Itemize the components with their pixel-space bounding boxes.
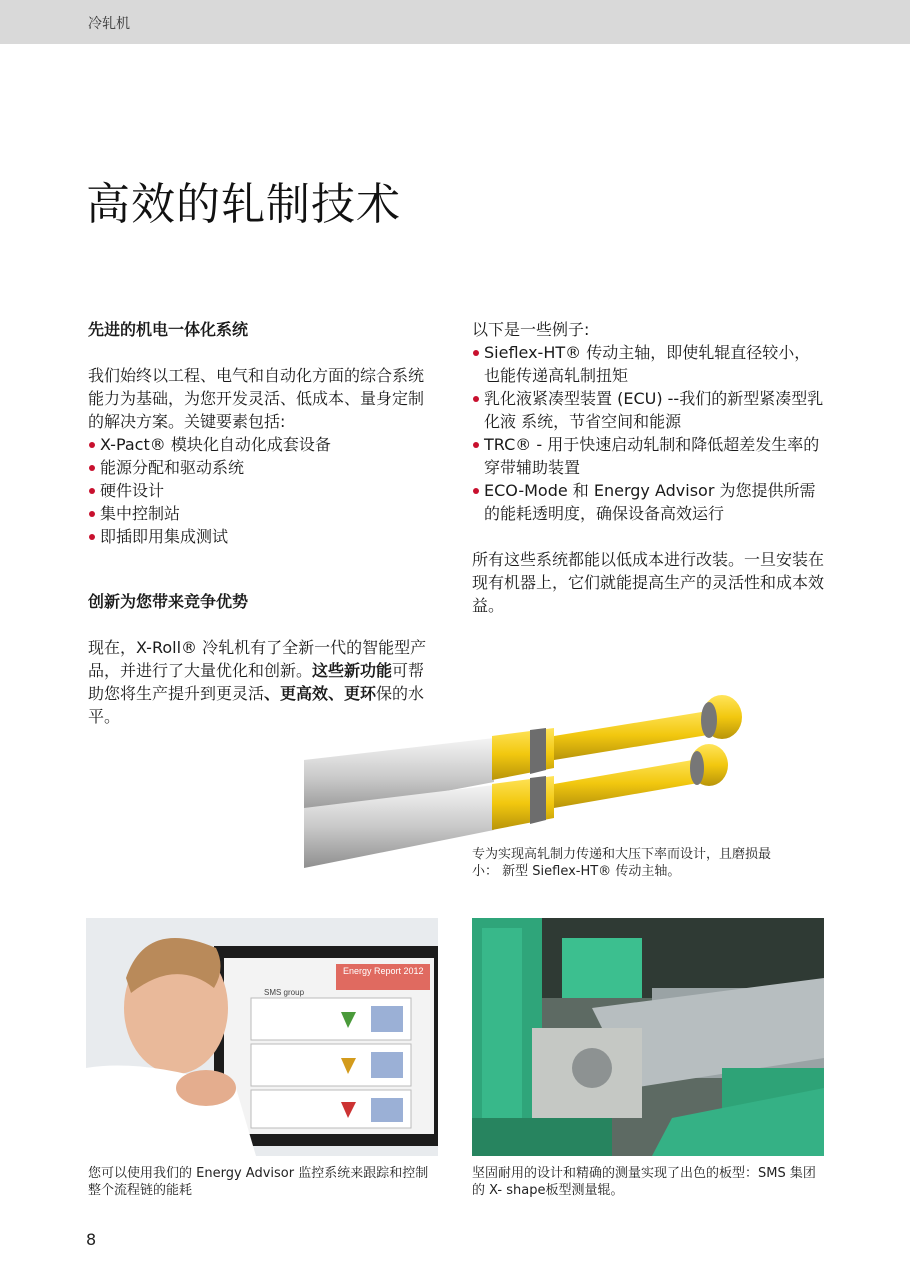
closing-paragraph: 所有这些系统都能以低成本进行改装。一旦安装在现有机器上，它们就能提高生产的灵活性和成本效益。 — [472, 550, 825, 615]
list-item: 能源分配和驱动系统 — [88, 456, 433, 479]
list-item: 集中控制站 — [88, 502, 433, 525]
caption-energy-advisor: 您可以使用我们的 Energy Advisor 监控系统来跟踪和控制整个流程链的能耗 — [88, 1166, 429, 1198]
list-item: Sieflex-HT® 传动主轴，即使轧辊直径较小，也能传递高轧制扭矩 — [472, 341, 824, 387]
screen-report-title: Energy Report 2012 — [343, 966, 424, 976]
body-text-bold: 、更高效、更环 — [264, 684, 377, 703]
bullet-list-key-elements — [88, 433, 433, 548]
section-heading-mechatronics: 先进的机电一体化系统 — [88, 320, 249, 339]
list-item: TRC® - 用于快速启动轧制和降低超差发生率的穿带辅助装置 — [472, 433, 824, 479]
header-title: 冷轧机 — [88, 16, 130, 32]
caption-spindle: 专为实现高轧制力传递和大压下率而设计，且磨损最小： 新型 Sieflex-HT® 传动主轴。 — [472, 847, 772, 879]
page-header-band — [0, 0, 910, 44]
left-section-1 — [88, 318, 433, 548]
list-item: 硬件设计 — [88, 479, 433, 502]
section-heading-innovation: 创新为您带来竞争优势 — [88, 592, 249, 611]
body-text: 现在，X-Roll® 冷轧机有了全新一代的智能型产品，并进行了大量优化和创新。 — [88, 638, 427, 680]
page-title: 高效的轧制技术 — [86, 179, 401, 230]
list-item: 即插即用集成测试 — [88, 525, 433, 548]
list-item: 乳化液紧凑型装置 (ECU) --我们的新型紧凑型乳化液 系统，节省空间和能源 — [472, 387, 824, 433]
list-item: ECO-Mode 和 Energy Advisor 为您提供所需的能耗透明度，确保设备高效运行 — [472, 479, 824, 525]
list-item: X-Pact® 模块化自动化成套设备 — [88, 433, 433, 456]
body-text: 保的水平。 — [88, 684, 425, 726]
screen-logo: SMS group — [264, 988, 305, 997]
caption-rolling-mill: 坚固耐用的设计和精确的测量实现了出色的板型：SMS 集团的 X- shape板型测量辊。 — [472, 1166, 816, 1198]
rolling-mill-photo — [472, 918, 824, 1156]
examples-intro: 以下是一些例子: — [472, 320, 590, 339]
body-text: 可帮助您将生产提升到更灵活 — [88, 661, 425, 703]
body-text-bold: 这些新功能 — [312, 661, 393, 680]
energy-advisor-photo — [86, 918, 438, 1156]
page-number: 8 — [86, 1230, 97, 1249]
bullet-list-examples — [472, 341, 824, 525]
section-intro: 我们始终以工程、电气和自动化方面的综合系统能力为基础，为您开发灵活、低成本、量身定制的解决方案。关键要素包括: — [88, 366, 425, 431]
right-column — [472, 318, 824, 617]
